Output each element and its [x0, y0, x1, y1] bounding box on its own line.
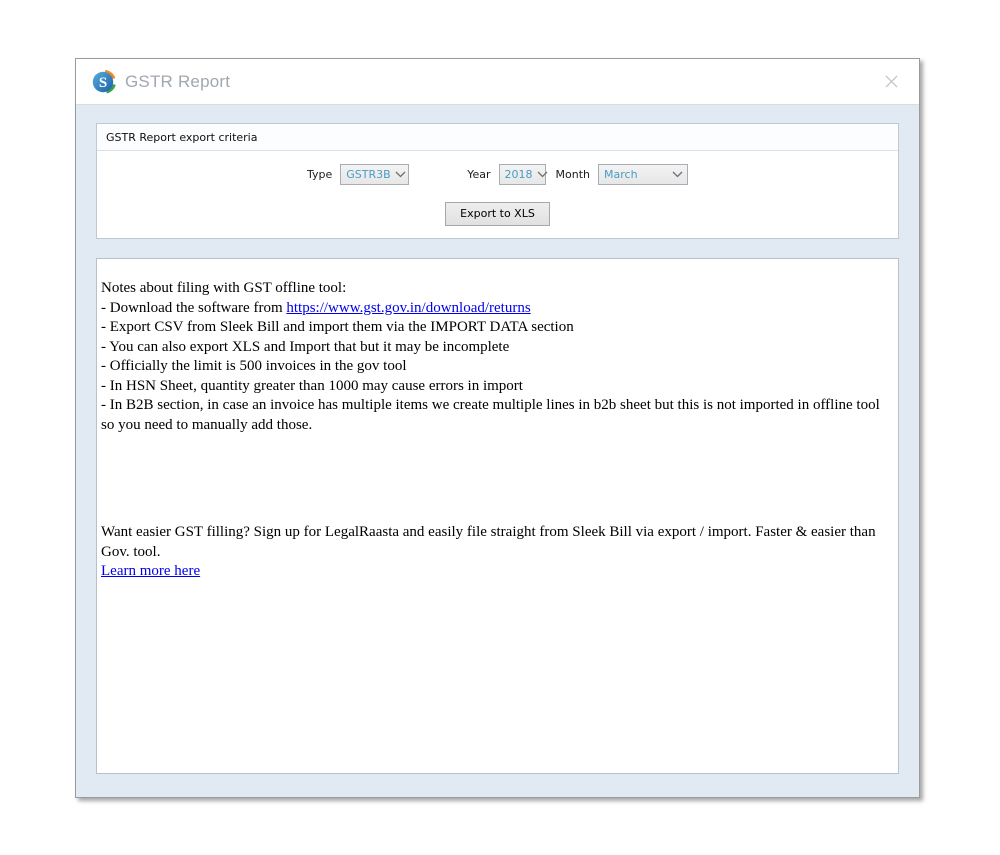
dialog-content: [76, 105, 919, 797]
year-dropdown[interactable]: [499, 164, 546, 185]
year-label: Year: [467, 167, 491, 181]
notes-intro-line: Notes about filing with GST offline tool:: [101, 280, 347, 296]
titlebar[interactable]: [76, 59, 919, 105]
promo-text-line: Want easier GST filling? Sign up for LegalRaasta and easily file straight from Sleek Bill via export / import. Faster & easier than Gov. tool.: [101, 524, 876, 560]
chevron-down-icon: [537, 171, 548, 178]
type-label: Type: [306, 167, 333, 181]
gst-download-link[interactable]: https://www.gst.gov.in/download/returns: [286, 299, 531, 316]
window-title: GSTR Report: [125, 71, 231, 91]
criteria-controls-row: [97, 161, 898, 187]
month-dropdown-value: March: [604, 167, 638, 181]
sleekbill-logo-icon: [92, 70, 116, 94]
export-criteria-panel: [96, 123, 899, 239]
chevron-down-icon: [672, 171, 683, 178]
export-to-xls-button[interactable]: Export to XLS: [445, 202, 550, 226]
notes-bullet-line: - You can also export XLS and Import that but it may be incomplete: [101, 338, 510, 355]
export-button-row: [97, 202, 898, 226]
month-label: Month: [555, 167, 591, 181]
download-line-text: - Download the software from: [101, 299, 287, 316]
notes-spacer: [101, 435, 890, 523]
notes-bullet-line: - Export CSV from Sleek Bill and import them via the IMPORT DATA section: [101, 319, 574, 335]
chevron-down-icon: [395, 171, 406, 178]
notes-bullet-line: - Officially the limit is 500 invoices in the gov tool: [101, 358, 407, 374]
notes-download-line: [101, 299, 890, 319]
type-dropdown[interactable]: [340, 164, 409, 185]
notes-panel: [96, 258, 899, 774]
notes-bullet-line: - In HSN Sheet, quantity greater than 1000 may cause errors in import: [101, 377, 523, 394]
close-icon[interactable]: [879, 70, 903, 94]
month-dropdown[interactable]: [598, 164, 688, 185]
type-dropdown-value: GSTR3B: [346, 167, 391, 181]
criteria-panel-body: [97, 151, 898, 238]
criteria-panel-header: GSTR Report export criteria: [97, 124, 898, 151]
year-dropdown-value: 2018: [504, 167, 533, 181]
learn-more-link[interactable]: Learn more here: [101, 563, 201, 579]
gstr-report-dialog: [75, 58, 920, 798]
notes-bullet-line: - In B2B section, in case an invoice has multiple items we create multiple lines in b2b sheet but this is not imported in offline tool so you need to manually add those.: [101, 397, 880, 433]
promo-link-line: [101, 562, 890, 582]
svg-text:S: S: [98, 74, 108, 91]
